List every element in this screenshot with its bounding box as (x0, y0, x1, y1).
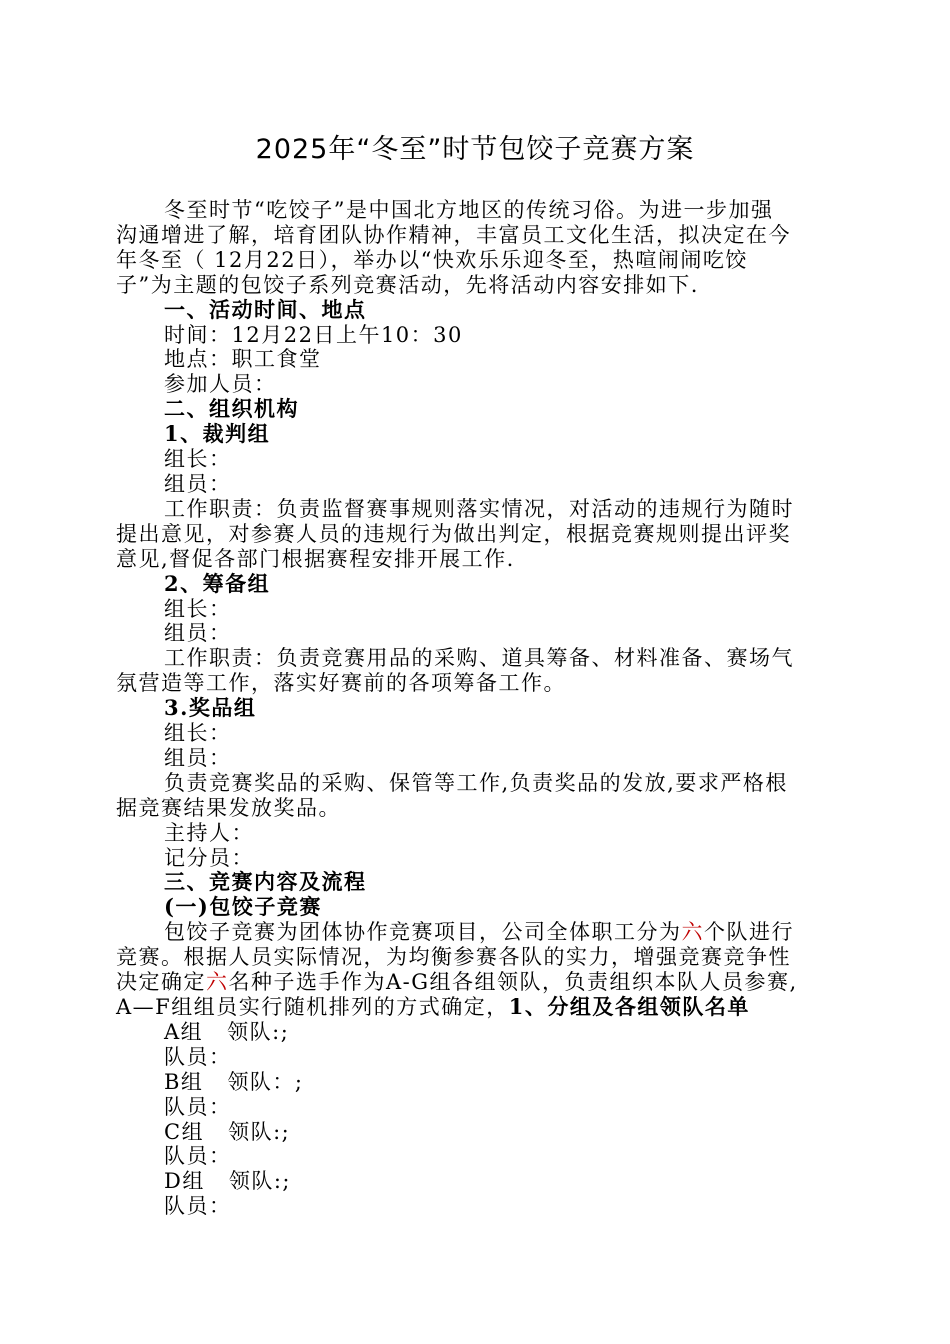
inline-heading: 1、分组及各组领队名单 (508, 994, 750, 1019)
text-segment: 决定确定 (116, 970, 206, 995)
host: 主持人： (164, 820, 254, 845)
team-members: 队员： (164, 1094, 232, 1119)
competition-line (116, 970, 836, 995)
team-members: 队员： (164, 1044, 232, 1069)
scorer: 记分员： (164, 845, 254, 870)
text-segment: 个队进行 (704, 920, 794, 945)
duty-line: 提出意见，对参赛人员的违规行为做出判定，根据竞赛规则提出评奖 (116, 521, 791, 546)
team-leader: 领队:; (228, 1119, 291, 1144)
duty-line: 氛营造等工作，落实好赛前的各项筹备工作。 (116, 671, 566, 696)
text-segment: 包饺子竞赛为团体协作竞赛项目，公司全体职工分为 (164, 920, 682, 945)
team-row (116, 1020, 836, 1045)
duty-line: 工作职责：负责竞赛用品的采购、道具筹备、材料准备、赛场气 (164, 646, 794, 671)
section-heading: 二、组织机构 (164, 396, 299, 422)
group-leader: 组长： (164, 596, 232, 621)
duty-line: 工作职责：负责监督赛事规则落实情况，对活动的违规行为随时 (164, 496, 794, 521)
duty-line: 负责竞赛奖品的采购、保管等工作,负责奖品的发放,要求严格根 (164, 770, 788, 795)
group-leader: 组长： (164, 447, 232, 472)
intro-line: 子”为主题的包饺子系列竞赛活动，先将活动内容安排如下. (116, 272, 699, 297)
group-leader: 组长： (164, 721, 232, 746)
team-members: 队员： (164, 1194, 232, 1219)
subsection-heading: 2、筹备组 (164, 570, 271, 596)
section-heading: 三、竞赛内容及流程 (164, 869, 367, 895)
document-title: 2025年“冬至”时节包饺子竞赛方案 (255, 134, 695, 165)
subsection-heading: 1、裁判组 (164, 421, 271, 447)
team-leader: 领队:; (228, 1169, 291, 1194)
event-time: 时间：12月22日上午10：30 (164, 322, 463, 347)
team-row (116, 1070, 836, 1095)
section-heading: 一、活动时间、地点 (164, 296, 367, 322)
group-members: 组员： (164, 471, 232, 496)
subsection-heading: (一)包饺子竞赛 (164, 894, 322, 920)
highlight-number: 六 (681, 920, 704, 945)
team-members: 队员： (164, 1144, 232, 1169)
team-name: C组 (164, 1119, 205, 1144)
team-row (116, 1169, 836, 1194)
highlight-number: 六 (206, 970, 229, 995)
subsection-heading: 3.奖品组 (164, 695, 257, 721)
team-leader: 领队：; (227, 1069, 304, 1094)
text-segment: 名种子选手作为A-G组各组领队，负责组织本队人员参赛, (228, 970, 798, 995)
competition-line (116, 995, 836, 1020)
event-place: 地点：职工食堂 (164, 347, 322, 372)
competition-line (116, 920, 836, 945)
team-name: B组 (164, 1069, 204, 1094)
team-leader: 领队:; (227, 1019, 290, 1044)
team-row (116, 1120, 836, 1145)
intro-line: 冬至时节“吃饺子”是中国北方地区的传统习俗。为进一步加强 (164, 198, 774, 222)
competition-line: 竞赛。根据人员实际情况，为均衡参赛各队的实力，增强竞赛竞争性 (116, 945, 791, 970)
team-name: D组 (164, 1169, 205, 1194)
group-members: 组员： (164, 621, 232, 646)
intro-line: 沟通增进了解，培育团队协作精神，丰富员工文化生活，拟决定在今 (116, 222, 791, 247)
document-body (116, 198, 836, 1219)
duty-line: 意见,督促各部门根据赛程安排开展工作. (116, 546, 515, 571)
team-name: A组 (164, 1019, 204, 1044)
text-segment: A—F组组员实行随机排列的方式确定， (116, 995, 509, 1019)
duty-line: 据竞赛结果发放奖品。 (116, 795, 341, 820)
participants: 参加人员： (164, 372, 277, 397)
intro-line: 年冬至（ 12月22日），举办以“快欢乐乐迎冬至，热喧闹闹吃饺 (116, 247, 748, 272)
group-members: 组员： (164, 745, 232, 770)
